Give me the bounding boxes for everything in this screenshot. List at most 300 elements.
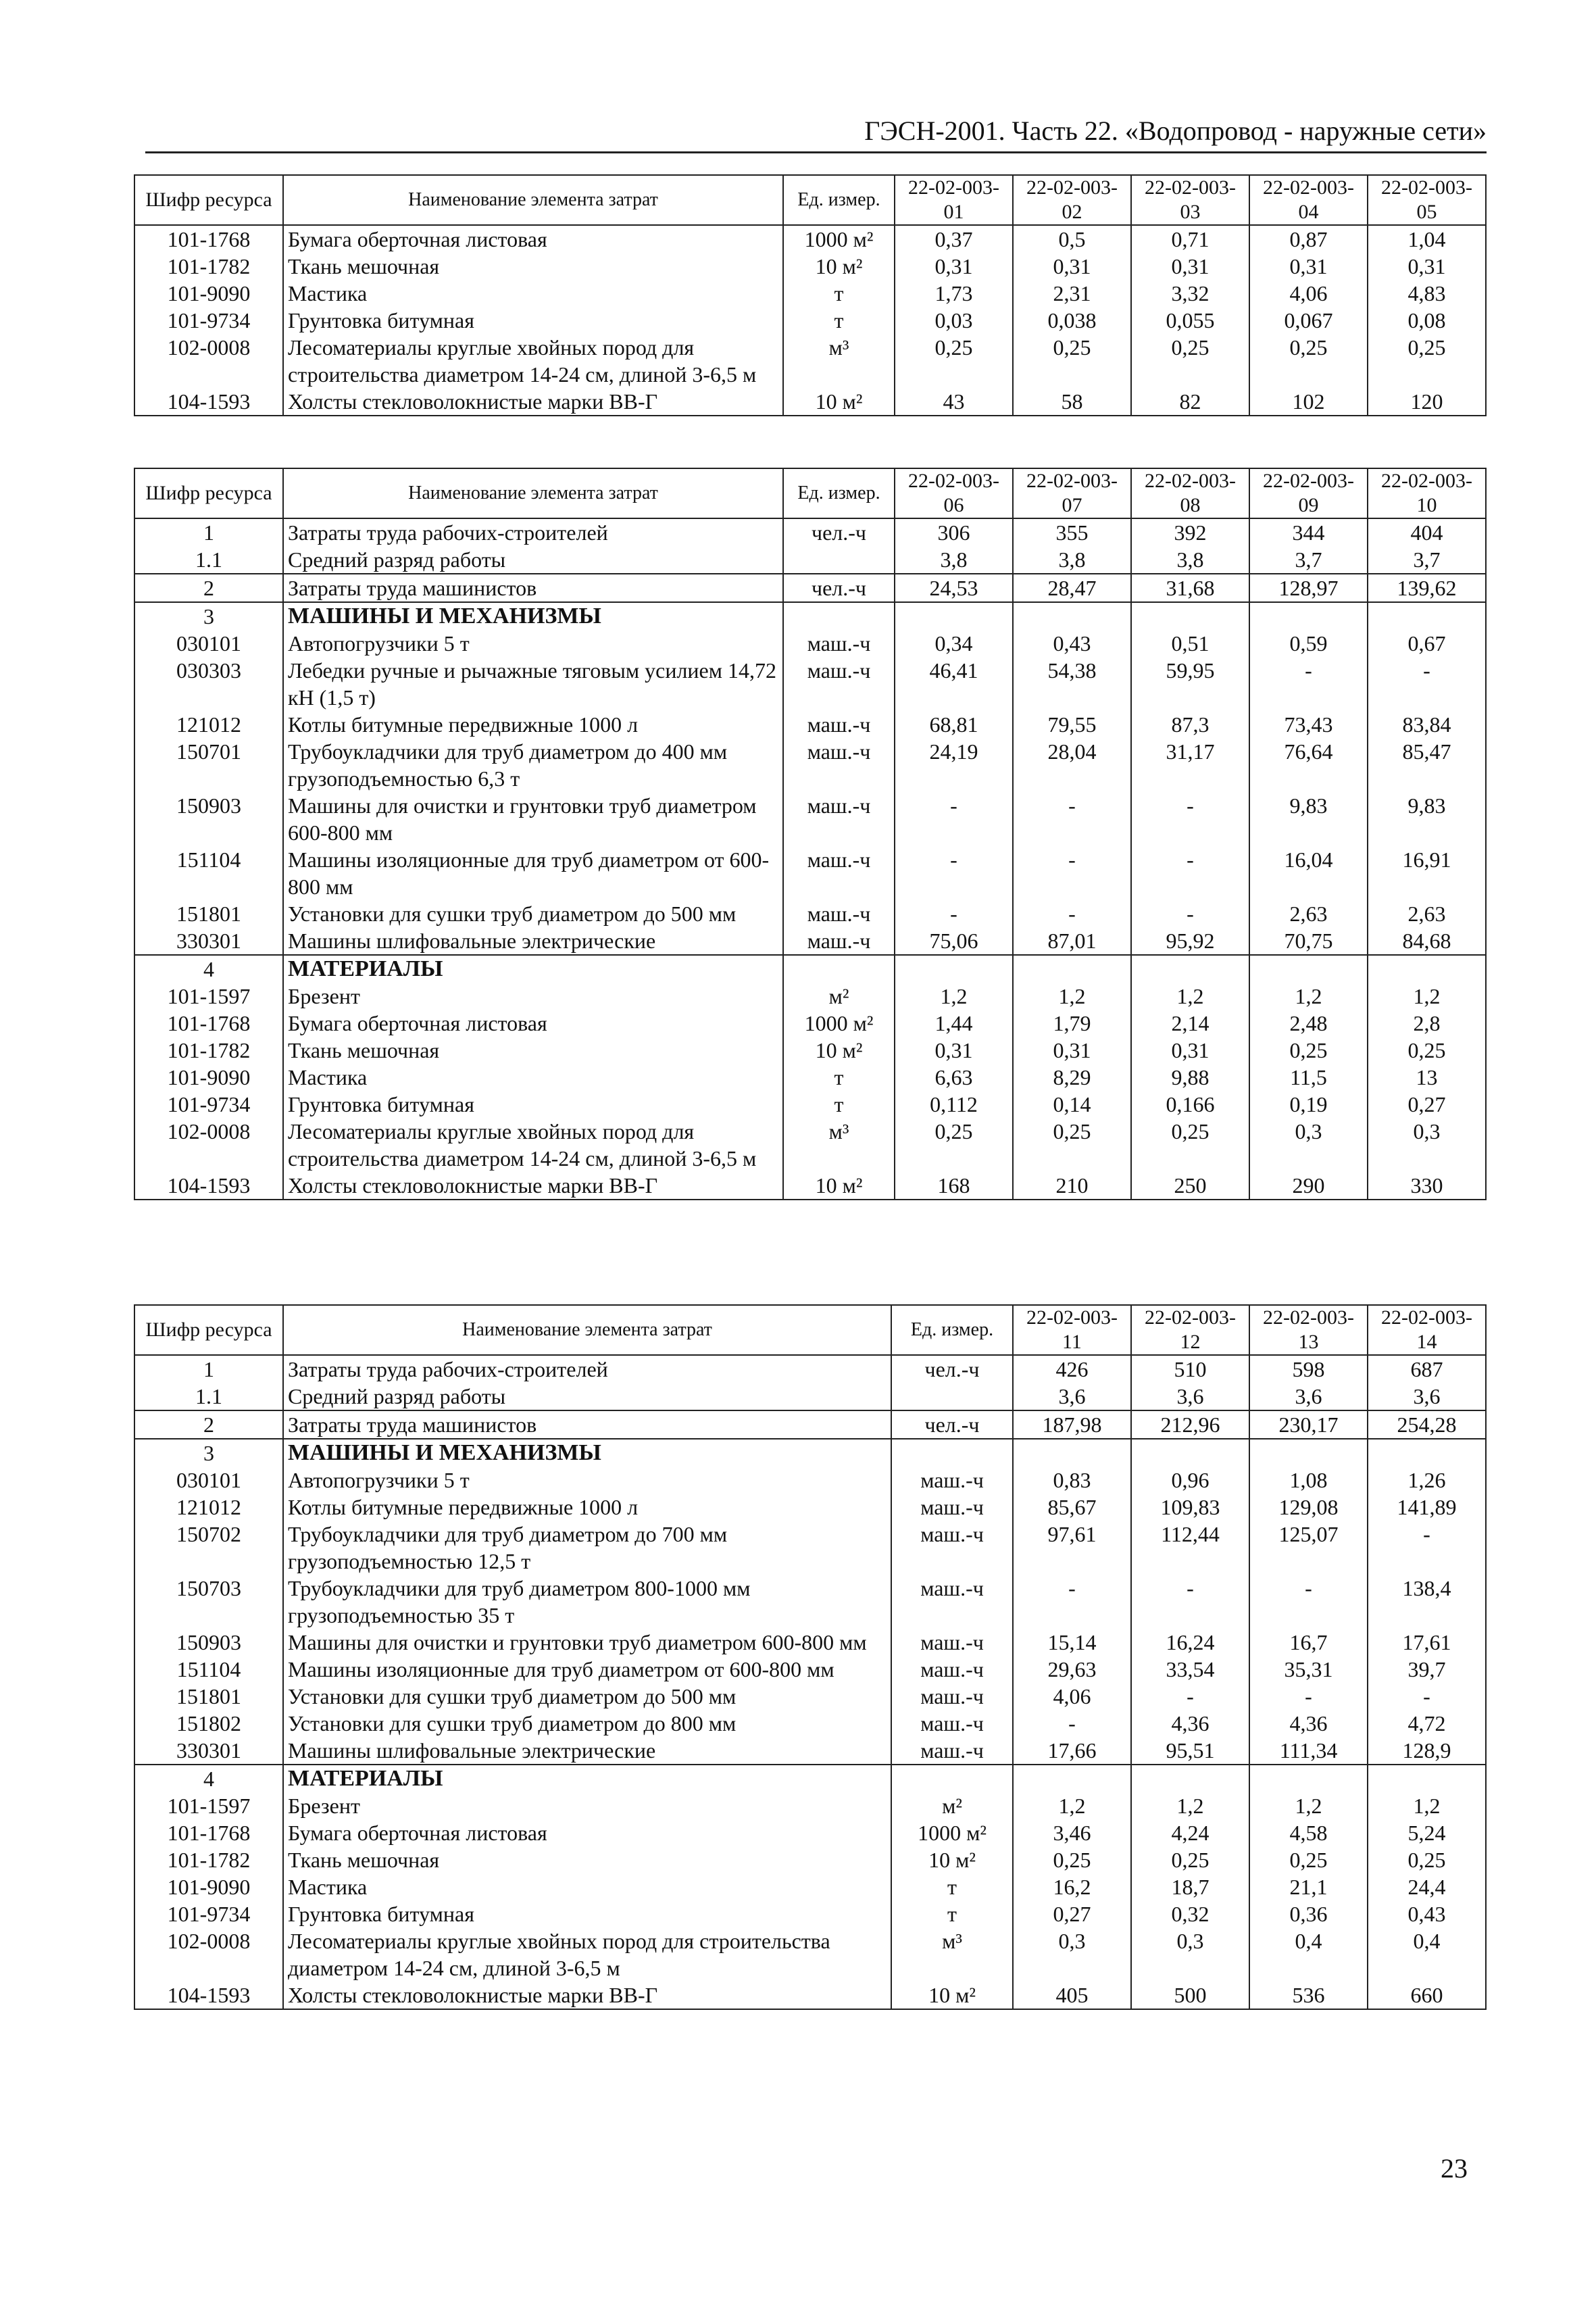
value-cell: 54,38 [1013, 657, 1131, 711]
value-cell: 11,5 [1249, 1064, 1368, 1091]
value-cell: 290 [1249, 1172, 1368, 1200]
resource-code: 101-1768 [134, 1010, 283, 1037]
header-resource-code: Шифр ресурса [134, 468, 283, 518]
value-cell: 85,47 [1368, 738, 1486, 792]
table-row [134, 1383, 1486, 1410]
value-cell: 0,112 [895, 1091, 1013, 1118]
header-norm-code: 22-02-003-03 [1131, 175, 1249, 225]
section-title: МАШИНЫ И МЕХАНИЗМЫ [283, 602, 783, 630]
value-cell: 4,58 [1249, 1819, 1368, 1846]
table-row [134, 1010, 1486, 1037]
value-cell: 1,2 [1249, 983, 1368, 1010]
value-cell: 2,14 [1131, 1010, 1249, 1037]
cost-element-name: Установки для сушки труб диаметром до 500 мм [283, 1683, 891, 1710]
header-norm-code: 22-02-003-05 [1368, 175, 1486, 225]
value-cell: 129,08 [1249, 1494, 1368, 1521]
unit-cell: 1000 м² [783, 1010, 895, 1037]
value-cell: 0,25 [1131, 1846, 1249, 1873]
value-cell [1368, 1765, 1486, 1792]
header-unit: Ед. измер. [783, 175, 895, 225]
value-cell: 83,84 [1368, 711, 1486, 738]
value-cell: 1,26 [1368, 1467, 1486, 1494]
value-cell: 3,6 [1013, 1383, 1131, 1410]
unit-cell [783, 602, 895, 630]
value-cell: 102 [1249, 388, 1368, 416]
value-cell: - [1368, 657, 1486, 711]
value-cell: 0,71 [1131, 225, 1249, 253]
table-row [134, 546, 1486, 574]
table-row [134, 1846, 1486, 1873]
unit-cell: маш.-ч [783, 927, 895, 955]
header-cost-element: Наименование элемента затрат [283, 175, 783, 225]
value-cell: 75,06 [895, 927, 1013, 955]
document-title: ГЭСН-2001. Часть 22. «Водопровод - наружные сети» [864, 116, 1487, 146]
value-cell: 3,7 [1249, 546, 1368, 574]
resource-table-2 [134, 468, 1487, 1200]
resource-code: 150903 [134, 1629, 283, 1656]
value-cell: 0,3 [1131, 1927, 1249, 1981]
unit-cell: 10 м² [783, 388, 895, 416]
value-cell: 0,43 [1013, 630, 1131, 657]
value-cell: 0,31 [1013, 1037, 1131, 1064]
value-cell: 0,5 [1013, 225, 1131, 253]
cost-element-name: Машины для очистки и грунтовки труб диаметром 600-800 мм [283, 1629, 891, 1656]
value-cell: 82 [1131, 388, 1249, 416]
table-row [134, 657, 1486, 711]
value-cell: - [1013, 1710, 1131, 1737]
cost-element-name: Лесоматериалы круглые хвойных пород для строительства диаметром 14-24 см, длиной 3-6,5 м [283, 1927, 891, 1981]
value-cell: 1,2 [1131, 983, 1249, 1010]
value-cell: 0,31 [895, 253, 1013, 280]
value-cell: 1,2 [895, 983, 1013, 1010]
unit-cell: м² [891, 1792, 1013, 1819]
value-cell: - [895, 792, 1013, 846]
value-cell: 6,63 [895, 1064, 1013, 1091]
value-cell: 0,4 [1368, 1927, 1486, 1981]
table-row [134, 792, 1486, 846]
unit-cell: маш.-ч [783, 738, 895, 792]
value-cell: - [1249, 1683, 1368, 1710]
value-cell: 1,44 [895, 1010, 1013, 1037]
cost-element-name: Установки для сушки труб диаметром до 800 мм [283, 1710, 891, 1737]
value-cell: - [1249, 657, 1368, 711]
value-cell: 426 [1013, 1355, 1131, 1383]
header-resource-code: Шифр ресурса [134, 1305, 283, 1355]
unit-cell: т [783, 1091, 895, 1118]
value-cell: 355 [1013, 518, 1131, 546]
resource-code: 030101 [134, 1467, 283, 1494]
value-cell: 510 [1131, 1355, 1249, 1383]
value-cell [1013, 955, 1131, 983]
value-cell: 87,01 [1013, 927, 1131, 955]
value-cell: 0,31 [1368, 253, 1486, 280]
value-cell: 0,3 [1368, 1118, 1486, 1172]
table-row [134, 1683, 1486, 1710]
cost-element-name: Трубоукладчики для труб диаметром до 700 мм грузоподъемностью 12,5 т [283, 1521, 891, 1575]
value-cell: 84,68 [1368, 927, 1486, 955]
header-norm-code: 22-02-003-07 [1013, 468, 1131, 518]
value-cell: - [1131, 846, 1249, 900]
value-cell: 4,06 [1013, 1683, 1131, 1710]
resource-code: 101-1782 [134, 1037, 283, 1064]
value-cell: 73,43 [1249, 711, 1368, 738]
table-row [134, 388, 1486, 416]
header-norm-code: 22-02-003-14 [1368, 1305, 1486, 1355]
cost-element-name: Мастика [283, 1064, 783, 1091]
value-cell: 4,24 [1131, 1819, 1249, 1846]
value-cell: 31,68 [1131, 574, 1249, 602]
value-cell: 0,25 [1368, 1037, 1486, 1064]
header-norm-code: 22-02-003-06 [895, 468, 1013, 518]
value-cell: 4,06 [1249, 280, 1368, 307]
resource-table-3 [134, 1304, 1487, 2010]
value-cell: 3,7 [1368, 546, 1486, 574]
header-norm-code: 22-02-003-12 [1131, 1305, 1249, 1355]
value-cell: - [1249, 1575, 1368, 1629]
resource-code: 151104 [134, 846, 283, 900]
value-cell: 31,17 [1131, 738, 1249, 792]
cost-element-name: Брезент [283, 1792, 891, 1819]
header-norm-code: 22-02-003-09 [1249, 468, 1368, 518]
value-cell: 1,2 [1368, 983, 1486, 1010]
cost-element-name: Холсты стекловолокнистые марки ВВ-Г [283, 388, 783, 416]
value-cell: 536 [1249, 1981, 1368, 2009]
table-row [134, 1064, 1486, 1091]
unit-cell: 1000 м² [891, 1819, 1013, 1846]
value-cell: 1,2 [1368, 1792, 1486, 1819]
value-cell: 0,166 [1131, 1091, 1249, 1118]
resource-code: 150903 [134, 792, 283, 846]
header-norm-code: 22-02-003-08 [1131, 468, 1249, 518]
table-row [134, 1355, 1486, 1383]
unit-cell: м³ [783, 334, 895, 388]
value-cell: 2,48 [1249, 1010, 1368, 1037]
value-cell: 0,14 [1013, 1091, 1131, 1118]
value-cell: 68,81 [895, 711, 1013, 738]
section-title: МАТЕРИАЛЫ [283, 955, 783, 983]
unit-cell: чел.-ч [891, 1410, 1013, 1439]
resource-code: 2 [134, 574, 283, 602]
value-cell: 0,59 [1249, 630, 1368, 657]
value-cell [1249, 602, 1368, 630]
header-norm-code: 22-02-003-01 [895, 175, 1013, 225]
table-row [134, 846, 1486, 900]
value-cell: 0,25 [1131, 334, 1249, 388]
value-cell: 500 [1131, 1981, 1249, 2009]
cost-element-name: Мастика [283, 1873, 891, 1900]
table-row [134, 900, 1486, 927]
value-cell: 97,61 [1013, 1521, 1131, 1575]
resource-code: 102-0008 [134, 334, 283, 388]
resource-code: 101-1597 [134, 983, 283, 1010]
resource-code: 330301 [134, 927, 283, 955]
value-cell: 29,63 [1013, 1656, 1131, 1683]
value-cell: - [895, 846, 1013, 900]
table-row [134, 1575, 1486, 1629]
value-cell: 0,31 [895, 1037, 1013, 1064]
unit-cell: м² [783, 983, 895, 1010]
resource-code: 1.1 [134, 546, 283, 574]
value-cell [1013, 602, 1131, 630]
section-row [134, 1439, 1486, 1467]
cost-element-name: Ткань мешочная [283, 1037, 783, 1064]
value-cell [1249, 955, 1368, 983]
page-header [145, 114, 1487, 153]
cost-element-name: Грунтовка битумная [283, 1091, 783, 1118]
value-cell: 59,95 [1131, 657, 1249, 711]
resource-code: 101-9734 [134, 307, 283, 334]
table-row [134, 253, 1486, 280]
value-cell: 0,25 [1131, 1118, 1249, 1172]
resource-code: 101-9090 [134, 1064, 283, 1091]
section-row [134, 955, 1486, 983]
value-cell: 0,25 [1013, 334, 1131, 388]
unit-cell: маш.-ч [783, 657, 895, 711]
unit-cell: маш.-ч [891, 1629, 1013, 1656]
value-cell: 5,24 [1368, 1819, 1486, 1846]
value-cell: 0,96 [1131, 1467, 1249, 1494]
unit-cell: чел.-ч [783, 518, 895, 546]
value-cell: 43 [895, 388, 1013, 416]
table-row [134, 630, 1486, 657]
value-cell: 58 [1013, 388, 1131, 416]
value-cell: 85,67 [1013, 1494, 1131, 1521]
value-cell: 16,24 [1131, 1629, 1249, 1656]
unit-cell [891, 1383, 1013, 1410]
resource-code: 151801 [134, 1683, 283, 1710]
resource-code: 101-9734 [134, 1091, 283, 1118]
value-cell: 0,67 [1368, 630, 1486, 657]
value-cell: 111,34 [1249, 1737, 1368, 1765]
value-cell: - [1368, 1683, 1486, 1710]
cost-element-name: Машины для очистки и грунтовки труб диаметром 600-800 мм [283, 792, 783, 846]
value-cell: 168 [895, 1172, 1013, 1200]
section-row [134, 1765, 1486, 1792]
value-cell: - [1013, 846, 1131, 900]
page-number: 23 [1441, 2153, 1468, 2184]
unit-cell [891, 1439, 1013, 1467]
value-cell [895, 602, 1013, 630]
cost-element-name: Мастика [283, 280, 783, 307]
value-cell [1013, 1439, 1131, 1467]
value-cell: 9,88 [1131, 1064, 1249, 1091]
value-cell: - [1131, 1575, 1249, 1629]
value-cell: 0,25 [1368, 1846, 1486, 1873]
value-cell: 0,25 [1013, 1846, 1131, 1873]
value-cell: 0,31 [1013, 253, 1131, 280]
unit-cell: 10 м² [783, 1037, 895, 1064]
resource-code: 101-9734 [134, 1900, 283, 1927]
table-row [134, 983, 1486, 1010]
cost-element-name: Ткань мешочная [283, 253, 783, 280]
value-cell: 1,2 [1131, 1792, 1249, 1819]
unit-cell: 10 м² [891, 1981, 1013, 2009]
value-cell [895, 955, 1013, 983]
table-header-row [134, 468, 1486, 518]
unit-cell: т [783, 307, 895, 334]
value-cell: 598 [1249, 1355, 1368, 1383]
value-cell: 392 [1131, 518, 1249, 546]
resource-code: 030101 [134, 630, 283, 657]
value-cell: - [1131, 792, 1249, 846]
unit-cell: м³ [891, 1927, 1013, 1981]
cost-element-name: Лесоматериалы круглые хвойных пород для строительства диаметром 14-24 см, длиной 3-6,5 м [283, 1118, 783, 1172]
cost-element-name: Грунтовка битумная [283, 307, 783, 334]
unit-cell: маш.-ч [891, 1575, 1013, 1629]
header-norm-code: 22-02-003-13 [1249, 1305, 1368, 1355]
unit-cell [783, 546, 895, 574]
value-cell: 0,87 [1249, 225, 1368, 253]
cost-element-name: Машины изоляционные для труб диаметром от 600-800 мм [283, 846, 783, 900]
value-cell: 0,3 [1013, 1927, 1131, 1981]
unit-cell [783, 955, 895, 983]
resource-code: 030303 [134, 657, 283, 711]
cost-element-name: Машины шлифовальные электрические [283, 1737, 891, 1765]
table-row [134, 1737, 1486, 1765]
cost-element-name: Машины изоляционные для труб диаметром от 600-800 мм [283, 1656, 891, 1683]
cost-element-name: Средний разряд работы [283, 546, 783, 574]
unit-cell: маш.-ч [783, 846, 895, 900]
value-cell: 0,25 [1368, 334, 1486, 388]
resource-code: 101-1768 [134, 225, 283, 253]
value-cell: 0,32 [1131, 1900, 1249, 1927]
value-cell: 3,46 [1013, 1819, 1131, 1846]
value-cell: 1,2 [1249, 1792, 1368, 1819]
value-cell: 18,7 [1131, 1873, 1249, 1900]
value-cell: 46,41 [895, 657, 1013, 711]
resource-code: 1.1 [134, 1383, 283, 1410]
cost-element-name: Бумага оберточная листовая [283, 1819, 891, 1846]
value-cell: 0,34 [895, 630, 1013, 657]
value-cell: 3,8 [1013, 546, 1131, 574]
unit-cell: маш.-ч [891, 1467, 1013, 1494]
value-cell: 70,75 [1249, 927, 1368, 955]
unit-cell: маш.-ч [783, 630, 895, 657]
value-cell: 254,28 [1368, 1410, 1486, 1439]
unit-cell: маш.-ч [891, 1656, 1013, 1683]
unit-cell: т [783, 280, 895, 307]
value-cell: 0,25 [1249, 1037, 1368, 1064]
cost-element-name: Котлы битумные передвижные 1000 л [283, 1494, 891, 1521]
resource-code: 1 [134, 1355, 283, 1383]
value-cell: 125,07 [1249, 1521, 1368, 1575]
value-cell: 404 [1368, 518, 1486, 546]
value-cell: 87,3 [1131, 711, 1249, 738]
value-cell: 8,29 [1013, 1064, 1131, 1091]
unit-cell: маш.-ч [891, 1683, 1013, 1710]
table-row [134, 1172, 1486, 1200]
value-cell: - [1368, 1521, 1486, 1575]
value-cell: - [1131, 900, 1249, 927]
value-cell: 76,64 [1249, 738, 1368, 792]
resource-code: 101-1782 [134, 1846, 283, 1873]
resource-code: 150702 [134, 1521, 283, 1575]
value-cell: 0,08 [1368, 307, 1486, 334]
cost-element-name: Трубоукладчики для труб диаметром до 400 мм грузоподъемностью 6,3 т [283, 738, 783, 792]
value-cell: 120 [1368, 388, 1486, 416]
header-norm-code: 22-02-003-04 [1249, 175, 1368, 225]
cost-element-name: Лесоматериалы круглые хвойных пород для строительства диаметром 14-24 см, длиной 3-6,5 м [283, 334, 783, 388]
table-row [134, 1118, 1486, 1172]
unit-cell: маш.-ч [891, 1710, 1013, 1737]
table-row [134, 518, 1486, 546]
value-cell: 1,08 [1249, 1467, 1368, 1494]
value-cell [1368, 1439, 1486, 1467]
value-cell: 24,53 [895, 574, 1013, 602]
value-cell: 212,96 [1131, 1410, 1249, 1439]
value-cell: 0,19 [1249, 1091, 1368, 1118]
value-cell: 0,03 [895, 307, 1013, 334]
value-cell [1131, 1765, 1249, 1792]
table-row [134, 1467, 1486, 1494]
value-cell: 39,7 [1368, 1656, 1486, 1683]
resource-code: 4 [134, 955, 283, 983]
unit-cell: маш.-ч [891, 1494, 1013, 1521]
cost-element-name: Средний разряд работы [283, 1383, 891, 1410]
value-cell: 16,7 [1249, 1629, 1368, 1656]
resource-code: 330301 [134, 1737, 283, 1765]
unit-cell: маш.-ч [891, 1521, 1013, 1575]
table-row [134, 1037, 1486, 1064]
value-cell: - [1013, 900, 1131, 927]
resource-code: 101-1597 [134, 1792, 283, 1819]
value-cell: 0,27 [1013, 1900, 1131, 1927]
unit-cell: м³ [783, 1118, 895, 1172]
value-cell [1131, 955, 1249, 983]
resource-code: 101-9090 [134, 1873, 283, 1900]
value-cell: 4,36 [1249, 1710, 1368, 1737]
cost-element-name: Затраты труда рабочих-строителей [283, 1355, 891, 1383]
table-row [134, 1656, 1486, 1683]
header-norm-code: 22-02-003-11 [1013, 1305, 1131, 1355]
table-row [134, 334, 1486, 388]
resource-code: 151104 [134, 1656, 283, 1683]
value-cell: 109,83 [1131, 1494, 1249, 1521]
table-row [134, 711, 1486, 738]
value-cell: 16,91 [1368, 846, 1486, 900]
header-unit: Ед. измер. [783, 468, 895, 518]
value-cell: 0,83 [1013, 1467, 1131, 1494]
value-cell: 35,31 [1249, 1656, 1368, 1683]
value-cell [1249, 1439, 1368, 1467]
resource-code: 101-1768 [134, 1819, 283, 1846]
value-cell: 0,3 [1249, 1118, 1368, 1172]
value-cell: 0,31 [1249, 253, 1368, 280]
table-header-row [134, 1305, 1486, 1355]
value-cell: 33,54 [1131, 1656, 1249, 1683]
cost-element-name: Холсты стекловолокнистые марки ВВ-Г [283, 1981, 891, 2009]
resource-table-1 [134, 174, 1487, 416]
cost-element-name: Затраты труда машинистов [283, 574, 783, 602]
table-row [134, 1900, 1486, 1927]
header-norm-code: 22-02-003-02 [1013, 175, 1131, 225]
value-cell [1368, 602, 1486, 630]
resource-code: 1 [134, 518, 283, 546]
value-cell: 0,43 [1368, 1900, 1486, 1927]
header-norm-code: 22-02-003-10 [1368, 468, 1486, 518]
table-row [134, 1792, 1486, 1819]
resource-code: 150703 [134, 1575, 283, 1629]
unit-cell: 10 м² [783, 1172, 895, 1200]
table-row [134, 1927, 1486, 1981]
cost-element-name: Бумага оберточная листовая [283, 1010, 783, 1037]
value-cell: 250 [1131, 1172, 1249, 1200]
value-cell: 95,92 [1131, 927, 1249, 955]
resource-code: 121012 [134, 1494, 283, 1521]
value-cell: 0,37 [895, 225, 1013, 253]
cost-element-name: Ткань мешочная [283, 1846, 891, 1873]
resource-code: 121012 [134, 711, 283, 738]
